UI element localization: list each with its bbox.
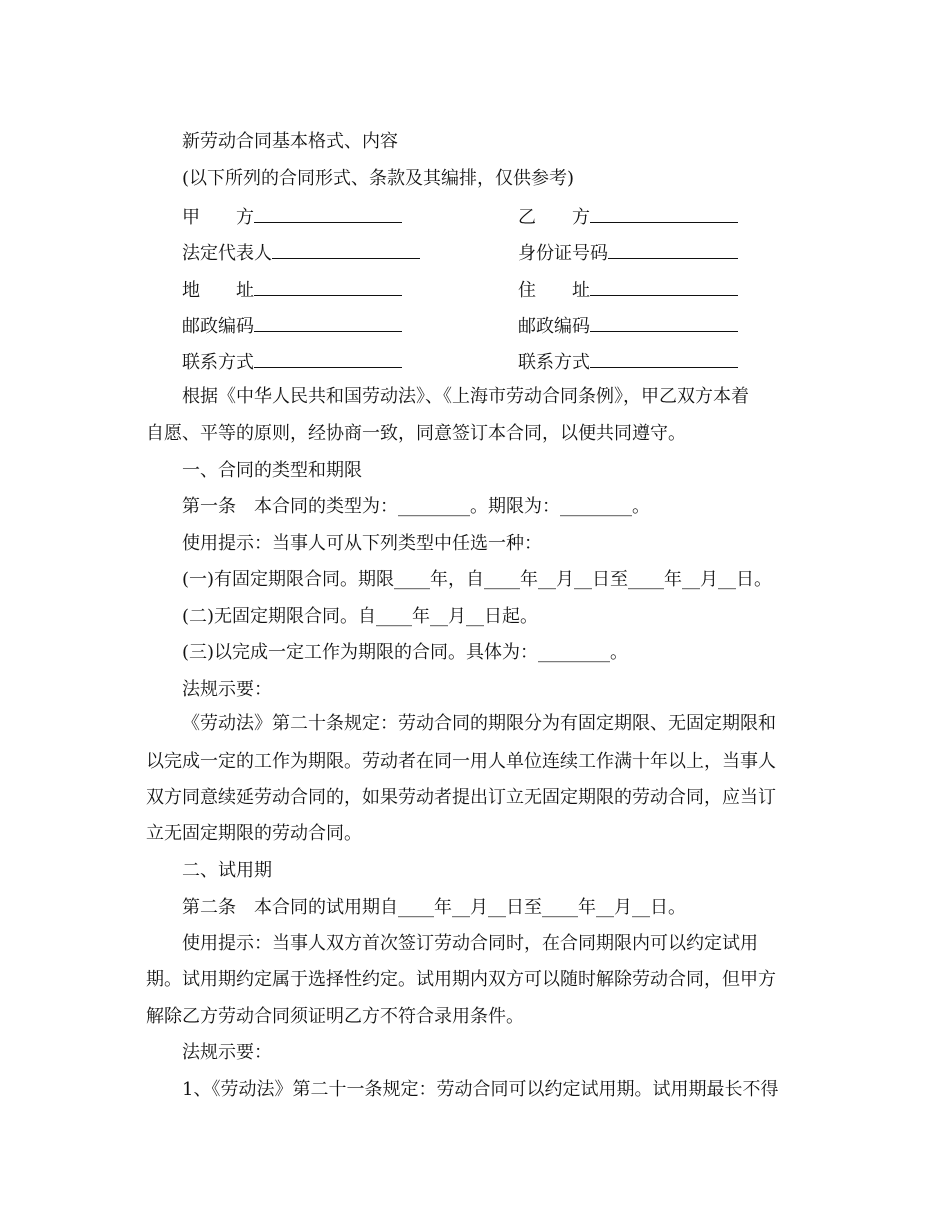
regulation-line: 《劳动法》第二十条规定：劳动合同的期限分为有固定期限、无固定期限和 [182,713,776,734]
legal-rep-field [182,240,420,266]
field-label: 身份证号码 [518,243,608,264]
address-field [182,277,402,303]
field-label: 乙 方 [518,207,590,228]
regulation-line: 立无固定期限的劳动合同。 [146,823,362,844]
usage-tip: 使用提示：当事人可从下列类型中任选一种： [182,533,542,554]
field-label: 邮政编码 [518,316,590,337]
intro-line: 自愿、平等的原则，经协商一致，同意签订本合同，以便共同遵守。 [146,423,686,444]
field-label: 邮政编码 [182,316,254,337]
blank-line [254,277,402,296]
blank-line [254,313,402,332]
blank-line [590,277,738,296]
regulation-label: 法规示要： [182,1042,272,1063]
field-label: 住 址 [518,280,590,301]
regulation-line: 以完成一定的工作为期限。劳动者在同一用人单位连续工作满十年以上，当事人 [146,751,776,772]
field-label: 法定代表人 [182,243,272,264]
residence-field [518,277,738,303]
blank-line [272,240,420,259]
contact-b-field [518,349,738,375]
party-b-field [518,204,738,230]
regulation-label: 法规示要： [182,679,272,700]
usage-tip-line: 期。试用期约定属于选择性约定。试用期内双方可以随时解除劳动合同，但甲方 [146,969,776,990]
option-2: (二)无固定期限合同。自____年__月__日起。 [182,606,539,627]
blank-line [590,313,738,332]
contact-a-field [182,349,402,375]
document-title: 新劳动合同基本格式、内容 [182,131,398,152]
document-subtitle: (以下所列的合同形式、条款及其编排，仅供参考) [182,168,575,189]
blank-line [590,204,738,223]
field-label: 联系方式 [518,352,590,373]
blank-line [590,349,738,368]
option-1: (一)有固定期限合同。期限____年，自____年__月__日至____年__月__日。 [182,569,773,590]
field-label: 地 址 [182,280,254,301]
id-number-field [518,240,738,266]
section-heading: 一、合同的类型和期限 [182,460,362,481]
blank-line [254,349,402,368]
article-1: 第一条 本合同的类型为：________。期限为：________。 [182,496,650,517]
section-heading: 二、试用期 [182,860,272,881]
field-label: 甲 方 [182,207,254,228]
postcode-b-field [518,313,738,339]
party-a-field [182,204,402,230]
blank-line [254,204,402,223]
field-label: 联系方式 [182,352,254,373]
intro-line: 根据《中华人民共和国劳动法》、《上海市劳动合同条例》，甲乙双方本着 [182,386,749,407]
postcode-a-field [182,313,402,339]
usage-tip-line: 使用提示：当事人双方首次签订劳动合同时，在合同期限内可以约定试用 [182,933,758,954]
usage-tip-line: 解除乙方劳动合同须证明乙方不符合录用条件。 [146,1006,524,1027]
article-2: 第二条 本合同的试用期自____年__月__日至____年__月__日。 [182,897,686,918]
regulation-line: 1、《劳动法》第二十一条规定：劳动合同可以约定试用期。试用期最长不得 [182,1079,779,1100]
regulation-line: 双方同意续延劳动合同的，如果劳动者提出订立无固定期限的劳动合同，应当订 [146,787,776,808]
option-3: (三)以完成一定工作为期限的合同。具体为：________。 [182,642,629,663]
blank-line [608,240,738,259]
